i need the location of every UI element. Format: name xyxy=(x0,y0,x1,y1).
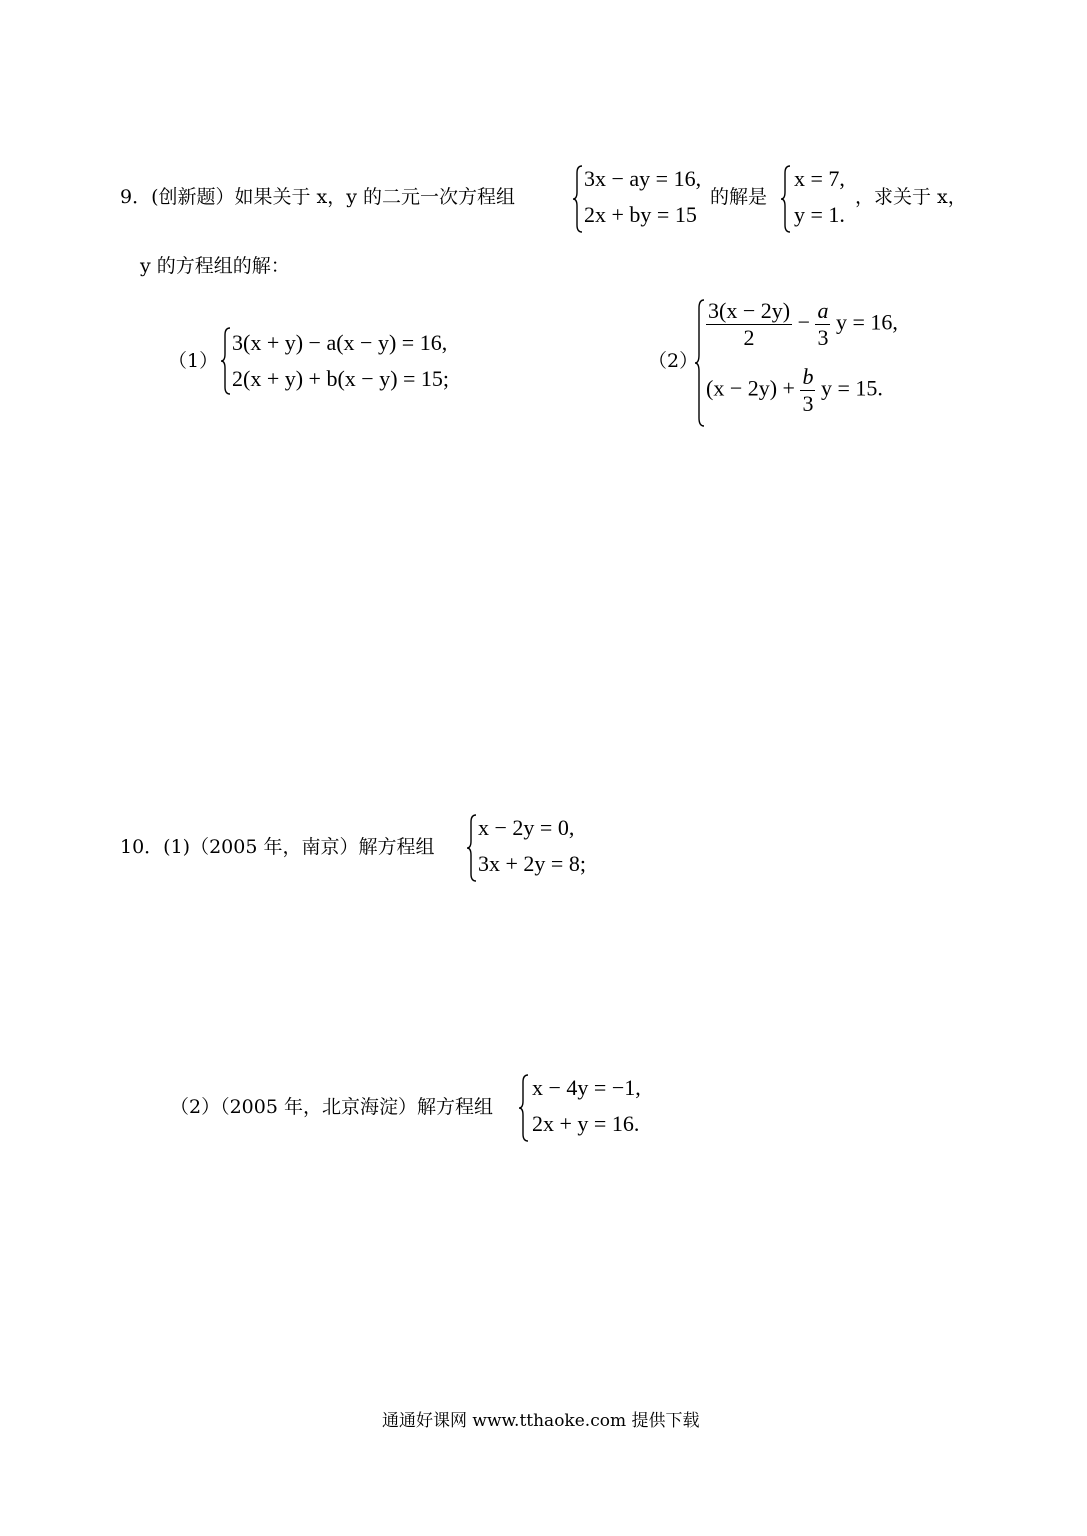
q9-equation-system xyxy=(572,164,712,234)
q9-line2: y 的方程组的解： xyxy=(140,255,290,277)
q9-sol-row-1: x = 7, xyxy=(794,166,845,191)
q9-end-text: ，求关于 x， xyxy=(855,186,967,208)
equation-head: (x − 2y) + xyxy=(706,375,795,401)
q9-part1-label: （1） xyxy=(168,350,219,372)
equation-tail: y = 15. xyxy=(820,375,883,401)
q9-mid-text: 的解是 xyxy=(710,186,768,208)
fraction-numerator: b xyxy=(802,364,814,389)
q10-part1-text: 10．(1)（2005 年，南京）解方程组 xyxy=(120,836,435,858)
q10-part1-row-1: x − 2y = 0, xyxy=(478,815,575,840)
brace-icon xyxy=(780,164,792,234)
q9-part2-row-1 xyxy=(706,300,898,349)
q10-part1-row-2: 3x + 2y = 8; xyxy=(478,851,586,876)
q10-part1-system xyxy=(466,813,616,883)
q9-sol-row-2: y = 1. xyxy=(794,202,845,227)
fraction xyxy=(706,300,792,349)
q9-part2-label: （2） xyxy=(648,350,699,372)
q9-solution-system xyxy=(780,164,860,234)
minus-sign: − xyxy=(797,309,810,335)
fraction xyxy=(815,300,830,349)
fraction-numerator: 3(x − 2y) xyxy=(708,298,791,323)
q9-part1-row-1: 3(x + y) − a(x − y) = 16, xyxy=(232,330,448,355)
q9-part1-system xyxy=(220,326,480,396)
page-footer: 通通好课网 www.tthaoke.com 提供下载 xyxy=(382,1411,700,1431)
fraction xyxy=(800,366,815,415)
brace-icon xyxy=(220,326,232,396)
q10-part2-text: （2）（2005 年，北京海淀）解方程组 xyxy=(170,1096,493,1118)
q9-part2-system xyxy=(694,298,934,428)
q10-part2-system xyxy=(518,1073,668,1143)
q9-sys-row-1: 3x − ay = 16, xyxy=(584,166,702,191)
fraction-denominator: 3 xyxy=(817,325,829,350)
fraction-denominator: 2 xyxy=(743,325,755,350)
brace-icon xyxy=(518,1073,530,1143)
q9-part2-row-2 xyxy=(706,366,883,415)
brace-icon xyxy=(572,164,584,234)
equation-tail: y = 16, xyxy=(835,309,898,335)
q9-sys-row-2: 2x + by = 15 xyxy=(584,202,697,227)
brace-icon xyxy=(694,298,706,428)
q10-part2-row-1: x − 4y = −1, xyxy=(532,1075,641,1100)
brace-icon xyxy=(466,813,478,883)
q9-intro: 9．(创新题）如果关于 x，y 的二元一次方程组 xyxy=(120,186,516,208)
fraction-denominator: 3 xyxy=(802,391,814,416)
q9-part1-row-2: 2(x + y) + b(x − y) = 15; xyxy=(232,366,450,391)
fraction-numerator: a xyxy=(817,298,829,323)
q10-part2-row-2: 2x + y = 16. xyxy=(532,1111,640,1136)
